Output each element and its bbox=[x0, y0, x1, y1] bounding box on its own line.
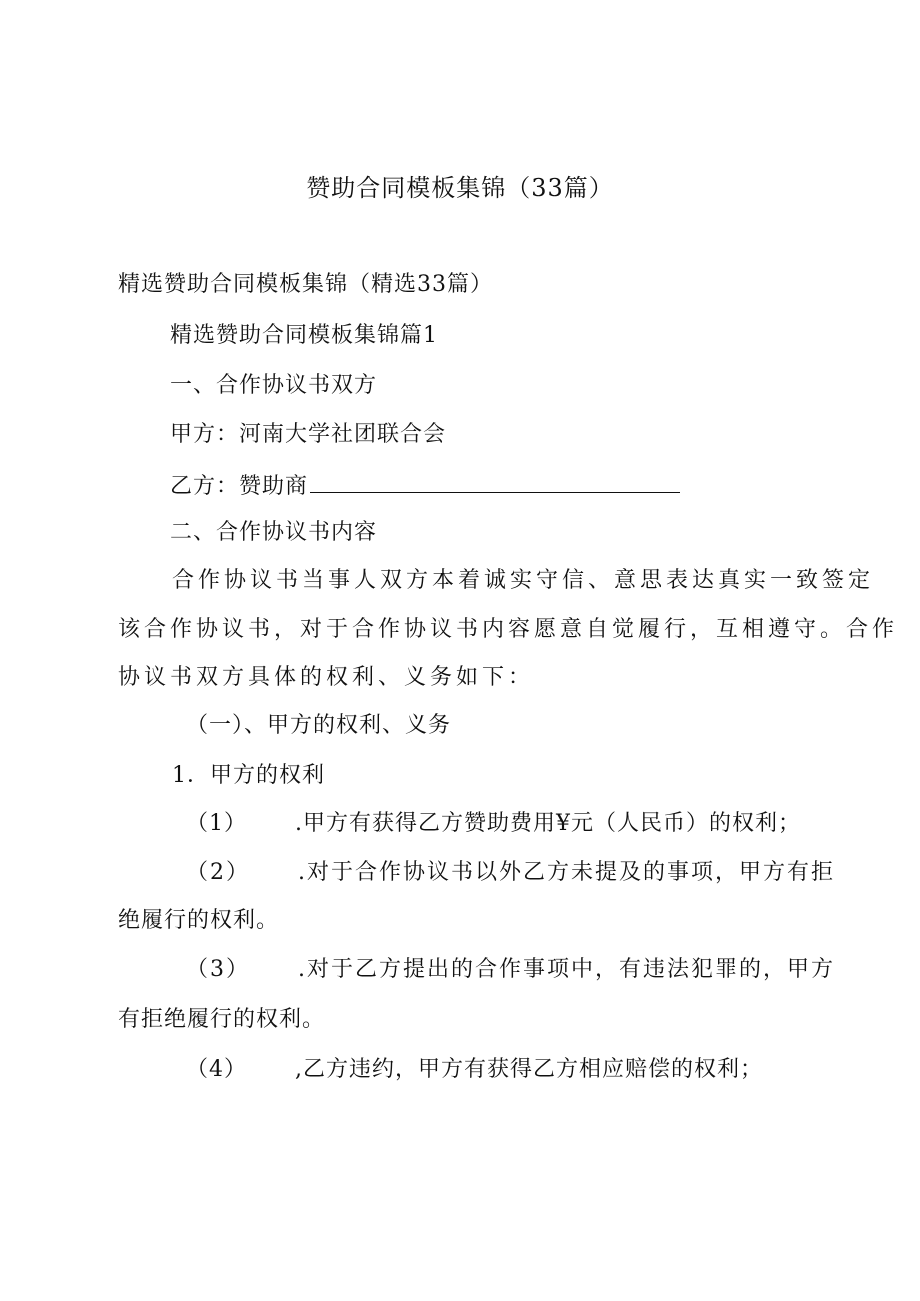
clause-3 bbox=[186, 955, 835, 985]
party-b-line bbox=[170, 470, 680, 502]
section-heading: 精选赞助合同模板集锦篇1 bbox=[170, 323, 438, 348]
clause-2 bbox=[186, 858, 835, 888]
clause-number: （4） bbox=[186, 1057, 247, 1082]
clause-text: .对于乙方提出的合作事项中，有违法犯罪的，甲方 bbox=[298, 957, 835, 982]
clause-text: .甲方有获得乙方赞助费用¥元（人民币）的权利； bbox=[295, 811, 801, 836]
point-heading: 1．甲方的权利 bbox=[172, 763, 325, 788]
item-two-heading: 二、合作协议书内容 bbox=[170, 520, 378, 545]
intro-line-1: 合作协议书当事人双方本着诚实守信、意思表达真实一致签定 bbox=[172, 568, 875, 593]
clause-number: （3） bbox=[186, 957, 250, 982]
clause-number: （2） bbox=[186, 860, 250, 885]
party-a-line: 甲方：河南大学社团联合会 bbox=[170, 422, 447, 447]
party-b-label: 乙方：赞助商 bbox=[170, 474, 309, 499]
intro-line-2: 该合作协议书，对于合作协议书内容愿意自觉履行，互相遵守。合作 bbox=[118, 617, 899, 642]
clause-number: （1） bbox=[186, 811, 247, 836]
document-title: 赞助合同模板集锦（33篇） bbox=[306, 174, 614, 202]
clause-1 bbox=[186, 809, 801, 839]
party-b-blank-field bbox=[310, 470, 680, 493]
intro-line-3: 协议书双方具体的权利、义务如下： bbox=[118, 665, 535, 690]
document-subtitle: 精选赞助合同模板集锦（精选33篇） bbox=[118, 272, 493, 297]
clause-text: .对于合作协议书以外乙方未提及的事项，甲方有拒 bbox=[298, 860, 835, 885]
sub-heading: （一）、甲方的权利、义务 bbox=[186, 713, 452, 738]
clause-text: ,乙方违约，甲方有获得乙方相应赔偿的权利； bbox=[295, 1057, 763, 1082]
clause-3-continuation: 有拒绝履行的权利。 bbox=[118, 1007, 326, 1032]
clause-2-continuation: 绝履行的权利。 bbox=[118, 908, 280, 933]
clause-4 bbox=[186, 1055, 763, 1085]
item-one-heading: 一、合作协议书双方 bbox=[170, 373, 378, 398]
